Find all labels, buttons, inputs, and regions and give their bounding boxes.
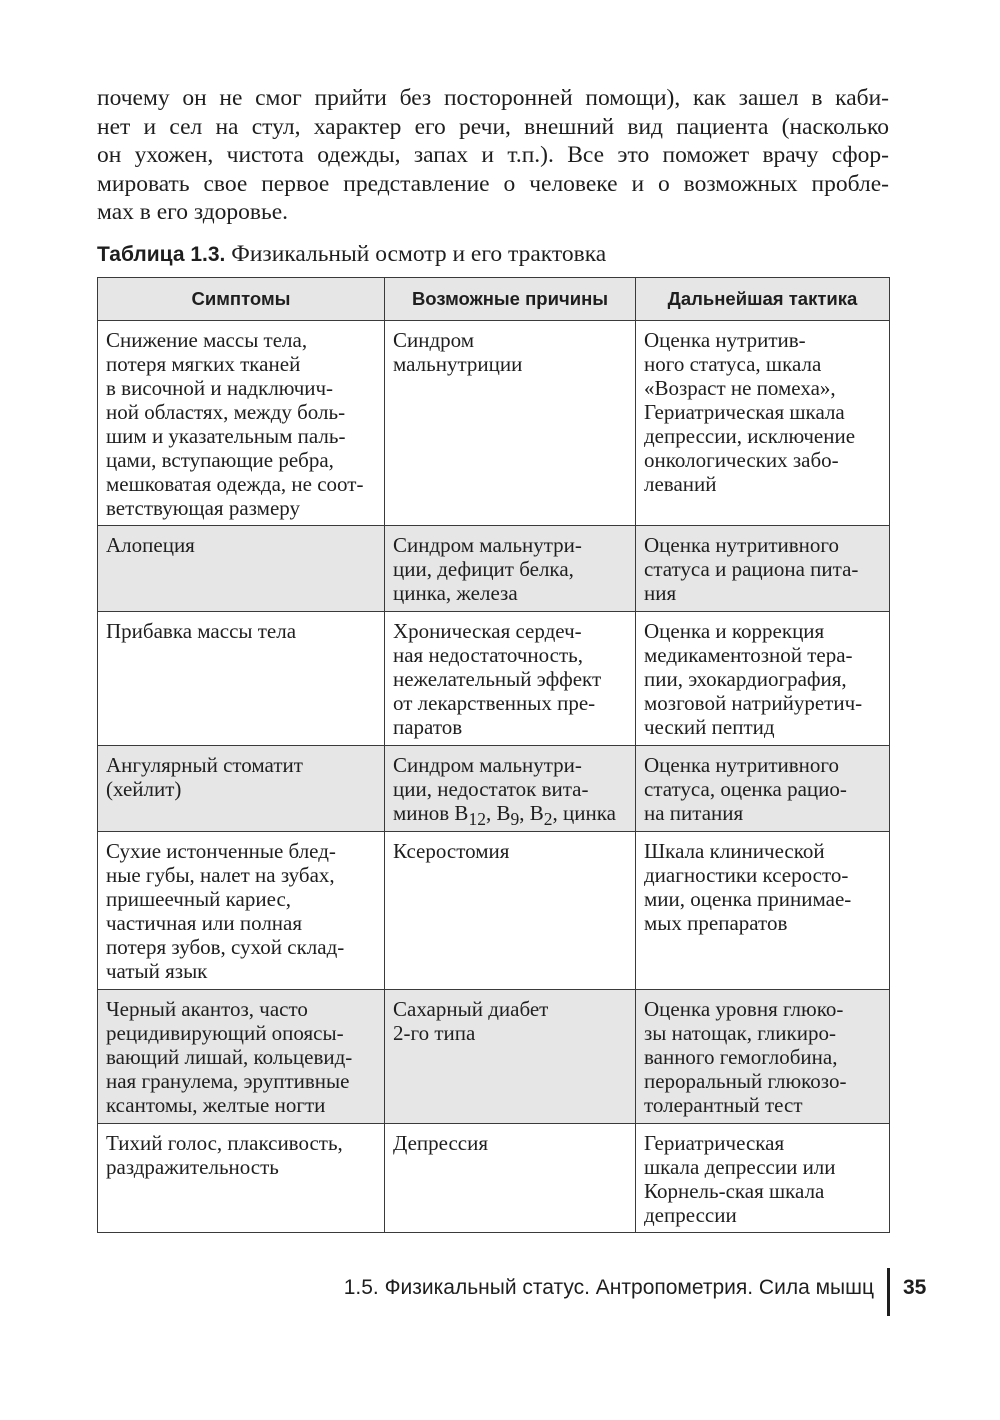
symptoms-cell — [98, 832, 385, 990]
cell-line: ксантомы, желтые ногти — [106, 1093, 326, 1118]
cell-line: ции, дефицит белка, — [393, 557, 574, 581]
cell-line: раздражительность — [106, 1155, 279, 1180]
cell-line: «Возраст не помеха», — [644, 376, 836, 400]
vitamins-prefix: минов B — [393, 801, 469, 825]
causes-cell — [385, 1124, 636, 1233]
cell-line: медикаментозной тера- — [644, 643, 853, 667]
intro-line: мировать свое первое представление о человеке и о возможных пробле- — [97, 170, 889, 197]
cell-line: мии, оценка принимае- — [644, 887, 852, 912]
causes-cell — [385, 612, 636, 746]
header-symptoms: Симптомы — [98, 278, 385, 321]
tactics-cell — [636, 526, 890, 612]
symptoms-cell — [98, 526, 385, 612]
cell-line: Шкала клинической — [644, 839, 825, 864]
cell-line: цами, вступающие ребра, — [106, 448, 334, 472]
cell-line: пероральный глюкозо- — [644, 1069, 847, 1094]
cell-line: Корнель-ская шкала — [644, 1179, 825, 1204]
table-row — [98, 990, 890, 1124]
intro-line: он ухожен, чистота одежды, запах и т.п.). Все это поможет врачу сфор- — [97, 142, 889, 169]
cell-line: Синдром мальнутри- — [393, 533, 582, 557]
intro-line: почему он не смог прийти без посторонней помощи), как зашел в каби- — [97, 85, 889, 111]
cell-line: чатый язык — [106, 959, 208, 984]
cell-line: потеря зубов, сухой склад- — [106, 935, 345, 960]
cell-line: диагностики ксеросто- — [644, 863, 849, 888]
vitamin-b2-subscript: 2 — [543, 809, 553, 830]
footer-divider — [887, 1268, 890, 1316]
cell-line: 2-го типа — [393, 1021, 476, 1046]
cell-line: статуса и рациона пита- — [644, 557, 859, 581]
causes-cell — [385, 832, 636, 990]
table-row — [98, 612, 890, 746]
causes-cell — [385, 321, 636, 526]
cell-line: пришеечный кариес, — [106, 887, 292, 912]
header-tactics: Дальнейшая тактика — [636, 278, 890, 321]
cell-line: мых препаратов — [644, 911, 788, 936]
cell-line: Синдром — [393, 328, 475, 352]
tactics-cell — [636, 321, 890, 526]
tactics-cell — [636, 1124, 890, 1233]
symptoms-cell — [98, 990, 385, 1124]
cell-line: Прибавка массы тела — [106, 619, 297, 643]
physical-exam-table — [97, 277, 890, 1233]
cell-line: Алопеция — [106, 533, 195, 557]
cell-line: частичная или полная — [106, 911, 303, 936]
table-caption-label: Таблица 1.3. — [97, 243, 226, 266]
cell-line: (хейлит) — [106, 777, 182, 801]
tactics-cell — [636, 990, 890, 1124]
intro-line: мах в его здоровье. — [97, 199, 289, 226]
cell-line: шим и указательным паль- — [106, 424, 346, 448]
cell-line: мешковатая одежда, не соот- — [106, 472, 364, 496]
cell-line: Гериатрическая — [644, 1131, 785, 1156]
cell-line: ная гранулема, эруптивные — [106, 1069, 350, 1094]
cell-line: Хроническая сердеч- — [393, 619, 582, 643]
cell-line: Гериатрическая шкала — [644, 400, 845, 424]
vitamins-separator: , B — [519, 801, 544, 825]
cell-line: потеря мягких тканей — [106, 352, 301, 376]
cell-line: пии, эхокардиография, — [644, 667, 847, 691]
table-caption — [97, 239, 889, 270]
cell-line: Сухие истонченные блед- — [106, 839, 336, 864]
vitamins-line — [393, 801, 627, 831]
causes-cell — [385, 990, 636, 1124]
cell-line: нежелательный эффект — [393, 667, 602, 691]
cell-line: паратов — [393, 715, 463, 739]
table-row — [98, 1124, 890, 1233]
cell-line: Ангулярный стоматит — [106, 753, 303, 777]
symptoms-cell — [98, 746, 385, 832]
cell-line: Депрессия — [393, 1131, 489, 1156]
table-row — [98, 832, 890, 990]
intro-line: нет и сел на стул, характер его речи, внешний вид пациента (насколько — [97, 113, 889, 140]
vitamins-separator: , B — [485, 801, 511, 825]
causes-cell — [385, 746, 636, 832]
tactics-cell — [636, 746, 890, 832]
cell-line: ные губы, налет на зубах, — [106, 863, 335, 888]
cell-line: ной областях, между боль- — [106, 400, 346, 424]
tactics-cell — [636, 832, 890, 990]
cell-line: ного статуса, шкала — [644, 352, 822, 376]
vitamin-b9-subscript: 9 — [510, 809, 520, 830]
cell-line: мозговой натрийуретич- — [644, 691, 863, 715]
cell-line: вающий лишай, кольцевид- — [106, 1045, 353, 1070]
cell-line: Снижение массы тела, — [106, 328, 308, 352]
cell-line: Оценка нутритивного — [644, 533, 839, 557]
header-causes: Возможные причины — [385, 278, 636, 321]
table-caption-title: Физикальный осмотр и его трактовка — [231, 241, 607, 267]
table-row — [98, 526, 890, 612]
cell-line: от лекарственных пре- — [393, 691, 596, 715]
causes-cell — [385, 526, 636, 612]
cell-line: леваний — [644, 472, 717, 496]
cell-line: Черный акантоз, часто — [106, 997, 308, 1022]
cell-line: цинка, железа — [393, 581, 518, 605]
vitamins-suffix: , цинка — [552, 801, 616, 825]
cell-line: ния — [644, 581, 677, 605]
cell-line: ветствующая размеру — [106, 496, 300, 520]
symptoms-cell — [98, 612, 385, 746]
cell-line: Оценка нутритивного — [644, 753, 839, 777]
cell-line: Синдром мальнутри- — [393, 753, 582, 777]
cell-line: депрессии, исключение — [644, 424, 856, 448]
symptoms-cell — [98, 321, 385, 526]
cell-line: Оценка нутритив- — [644, 328, 806, 352]
cell-line: шкала депрессии или — [644, 1155, 836, 1180]
cell-line: рецидивирующий опоясы- — [106, 1021, 344, 1046]
table-row — [98, 746, 890, 832]
cell-line: Оценка уровня глюко- — [644, 997, 844, 1022]
cell-line: Оценка и коррекция — [644, 619, 825, 643]
cell-line: ванного гемоглобина, — [644, 1045, 838, 1070]
cell-line: депрессии — [644, 1203, 737, 1228]
cell-line: толерантный тест — [644, 1093, 803, 1118]
cell-line: на питания — [644, 801, 744, 825]
cell-line: Ксеростомия — [393, 839, 510, 864]
cell-line: Тихий голос, плаксивость, — [106, 1131, 343, 1156]
page-number: 35 — [903, 1276, 927, 1299]
table-row — [98, 321, 890, 526]
cell-line: мальнутриции — [393, 352, 523, 376]
cell-line: ческий пептид — [644, 715, 775, 739]
table-header-row — [98, 278, 890, 321]
cell-line: ции, недостаток вита- — [393, 777, 589, 801]
cell-line: Сахарный диабет — [393, 997, 549, 1022]
cell-line: ная недостаточность, — [393, 643, 583, 667]
tactics-cell — [636, 612, 890, 746]
cell-line: онкологических забо- — [644, 448, 839, 472]
cell-line: статуса, оценка рацио- — [644, 777, 847, 801]
intro-paragraph — [97, 84, 889, 227]
cell-line: зы натощак, гликиро- — [644, 1021, 836, 1046]
symptoms-cell — [98, 1124, 385, 1233]
vitamin-b12-subscript: 12 — [468, 809, 486, 830]
running-footer-title: 1.5. Физикальный статус. Антропометрия. Сила мышц — [343, 1276, 874, 1299]
cell-line: в височной и надключич- — [106, 376, 334, 400]
